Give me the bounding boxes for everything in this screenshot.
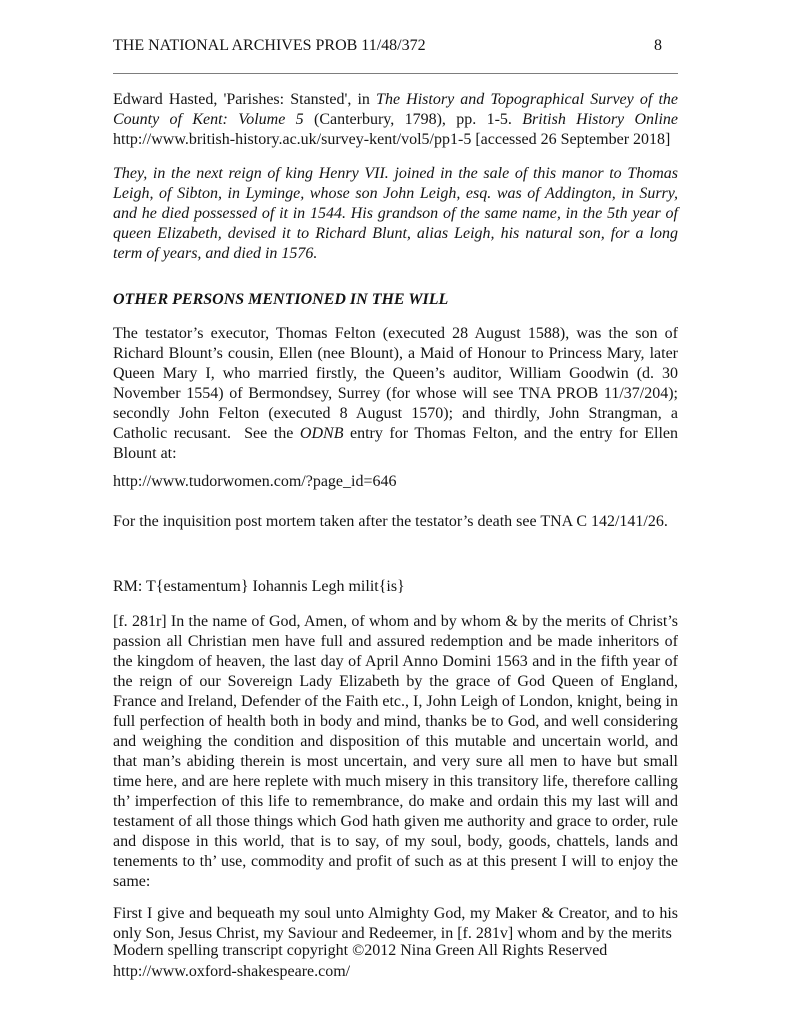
citation-text-run: Edward Hasted, 'Parishes: Stansted', in <box>113 91 377 108</box>
header-title: THE NATIONAL ARCHIVES PROB 11/48/372 <box>113 37 426 54</box>
hasted-extract-paragraph: They, in the next reign of king Henry VII. joined in the sale of this manor to Thomas Leigh, of Sibton, in Lyminge, whose son John Leigh, esq. was of Addington, in Surry, and he died possessed of it in 1544. His grandson of the same name, in the 5th year of queen Elizabeth, devised it to Richard Blunt, alias Leigh, his natural son, for a long term of years, and died in 1576. <box>113 165 678 262</box>
page-header <box>113 36 678 56</box>
header-divider-line <box>113 73 678 74</box>
will-paragraph-1: [f. 281r] In the name of God, Amen, of whom and by whom & by the merits of Christ’s passion all Christian men have full and assured redemption and be made inheritors of the kingdom of heaven, the last day of April Anno Domini 1563 and in the fifth year of the reign of our Sovereign Lady Elizabeth by the grace of God Queen of England, France and Ireland, Defender of the Faith etc., I, John Leigh of London, knight, being in full perfection of health both in body and mind, thanks be to God, and well considering and weighing the condition and disposition of this mutable and uncertain world, and that man’s abiding therein is most uncertain, and very sure all men to have but small time here, and are here replete with much misery in this transitory life, therefore calling th’ imperfection of this life to remembrance, do make and ordain this my last will and testament of all those things which God hath given me authority and grace to order, rule and dispose in this world, that is to say, of my soul, body, goods, chattels, lands and tenements to th’ use, commodity and profit of such as at this present I will to enjoy the same: <box>113 613 678 890</box>
citation-paragraph <box>113 90 678 150</box>
page-footer <box>113 940 678 982</box>
inquisition-note: For the inquisition post mortem taken after the testator’s death see TNA C 142/141/26. <box>113 513 668 530</box>
citation-title-run: The History and Topographical Survey of the County of Kent: Volume 5 <box>113 91 679 128</box>
executor-text-run: The testator’s executor, Thomas Felton (executed 28 August 1588), was the son of Richard Blount’s cousin, Ellen (nee Blount), a Maid of Honour to Princess Mary, later Queen Mary I, who married firstly, the Queen’s auditor, William Goodwin (d. 30 November 1554) of Bermondsey, Surrey (for whose will see TNA PROB 11/37/204); secondly John Felton (executed 8 August 1570); and thirdly, John Strangman, a Catholic recusant. See the <box>113 325 678 442</box>
citation-source-run: British History Online <box>522 111 679 128</box>
citation-url-run: http://www.british-history.ac.uk/survey-kent/vol5/pp1-5 [accessed 26 September 2018] <box>113 131 671 148</box>
section-heading: OTHER PERSONS MENTIONED IN THE WILL <box>113 291 449 308</box>
odnb-reference-run: ODNB <box>299 425 344 442</box>
register-marginal-note: RM: T{estamentum} Iohannis Legh milit{is} <box>113 578 405 595</box>
executor-paragraph <box>113 324 678 464</box>
will-paragraph-2: First I give and bequeath my soul unto Almighty God, my Maker & Creator, and to his only Son, Jesus Christ, my Saviour and Redeemer, in [f. 281v] whom and by the merits <box>113 905 678 942</box>
citation-text-run: (Canterbury, 1798), pp. 1-5. <box>303 111 523 128</box>
footer-url: http://www.oxford-shakespeare.com/ <box>113 963 351 980</box>
tudorwomen-url-text: http://www.tudorwomen.com/?page_id=646 <box>113 473 397 490</box>
page-number: 8 <box>654 37 662 54</box>
executor-text-run: entry for Thomas Felton, and the entry for Ellen Blount at: <box>113 425 679 462</box>
footer-copyright: Modern spelling transcript copyright ©2012 Nina Green All Rights Reserved <box>113 942 608 959</box>
